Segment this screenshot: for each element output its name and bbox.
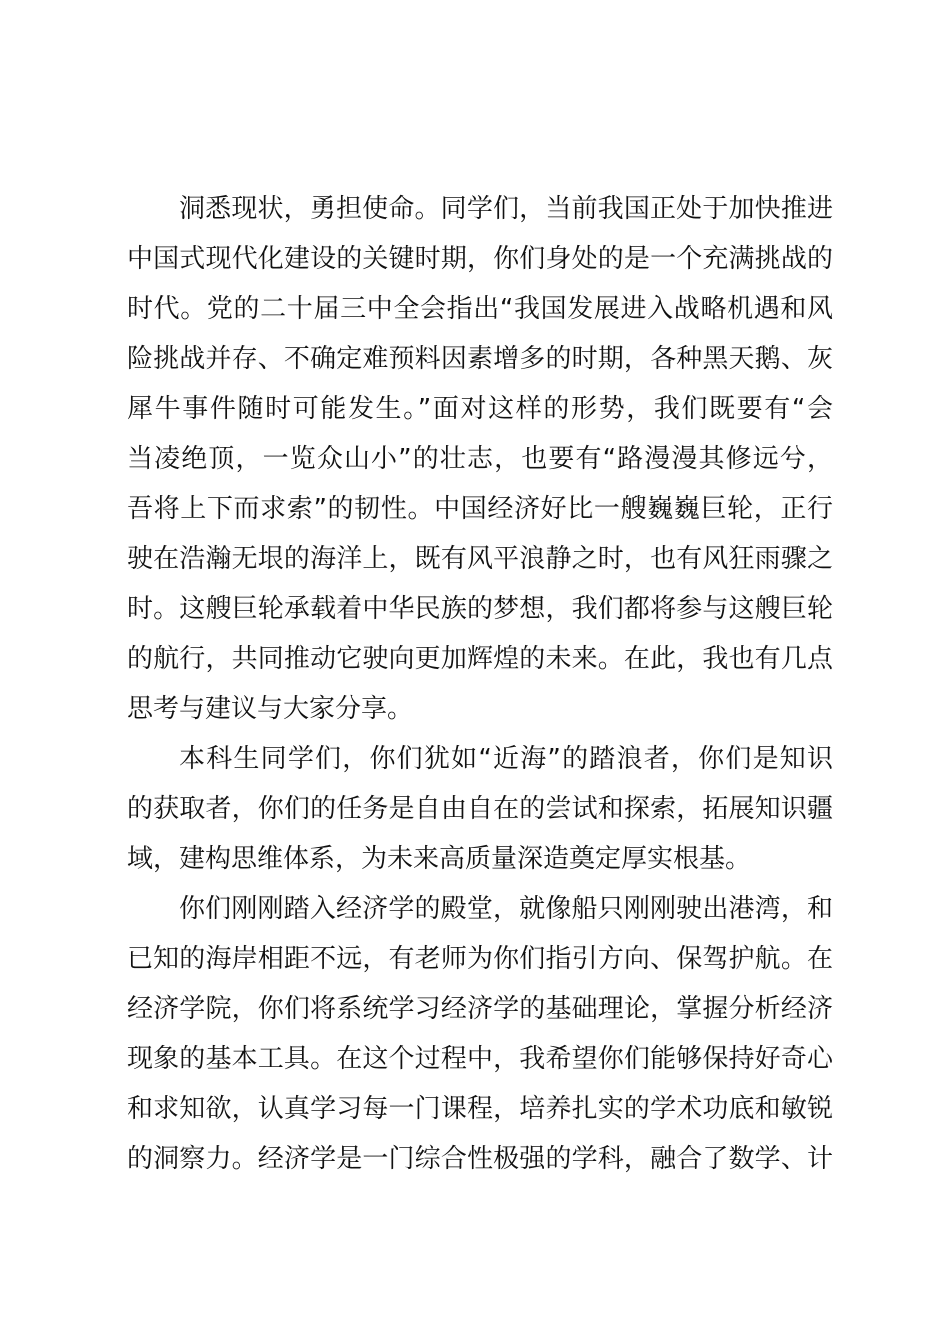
text-line: 时代。党的二十届三中全会指出“我国发展进入战略机遇和风 xyxy=(127,294,833,324)
text-line: 驶在浩瀚无垠的海洋上，既有风平浪静之时，也有风狂雨骤之 xyxy=(127,544,833,574)
text-line: 洞悉现状，勇担使命。同学们，当前我国正处于加快推进 xyxy=(179,194,833,224)
text-line: 已知的海岸相距不远，有老师为你们指引方向、保驾护航。在 xyxy=(127,944,833,974)
text-line: 险挑战并存、不确定难预料因素增多的时期，各种黑天鹅、灰 xyxy=(127,344,833,374)
text-line: 思考与建议与大家分享。 xyxy=(127,694,414,724)
text-line: 你们刚刚踏入经济学的殿堂，就像船只刚刚驶出港湾，和 xyxy=(179,894,833,924)
text-line: 现象的基本工具。在这个过程中，我希望你们能够保持好奇心 xyxy=(127,1044,833,1074)
paragraph-1 xyxy=(127,184,833,734)
text-line: 和求知欲，认真学习每一门课程，培养扎实的学术功底和敏锐 xyxy=(127,1094,833,1124)
text-line: 域，建构思维体系，为未来高质量深造奠定厚实根基。 xyxy=(127,844,752,874)
text-line: 当凌绝顶，一览众山小”的壮志，也要有“路漫漫其修远兮， xyxy=(127,444,833,474)
text-line: 的洞察力。经济学是一门综合性极强的学科，融合了数学、计 xyxy=(127,1144,833,1174)
text-line: 经济学院，你们将系统学习经济学的基础理论，掌握分析经济 xyxy=(127,994,833,1024)
paragraph-2 xyxy=(127,734,833,884)
document-body xyxy=(127,184,833,1184)
text-line: 的获取者，你们的任务是自由自在的尝试和探索，拓展知识疆 xyxy=(127,794,833,824)
text-line: 中国式现代化建设的关键时期，你们身处的是一个充满挑战的 xyxy=(127,244,833,274)
text-line: 本科生同学们，你们犹如“近海”的踏浪者，你们是知识 xyxy=(179,744,833,774)
text-line: 时。这艘巨轮承载着中华民族的梦想，我们都将参与这艘巨轮 xyxy=(127,594,833,624)
paragraph-3 xyxy=(127,884,833,1184)
text-line: 的航行，共同推动它驶向更加辉煌的未来。在此，我也有几点 xyxy=(127,644,833,674)
text-line: 犀牛事件随时可能发生。”面对这样的形势，我们既要有“会 xyxy=(127,394,833,424)
text-line: 吾将上下而求索”的韧性。中国经济好比一艘巍巍巨轮，正行 xyxy=(127,494,833,524)
